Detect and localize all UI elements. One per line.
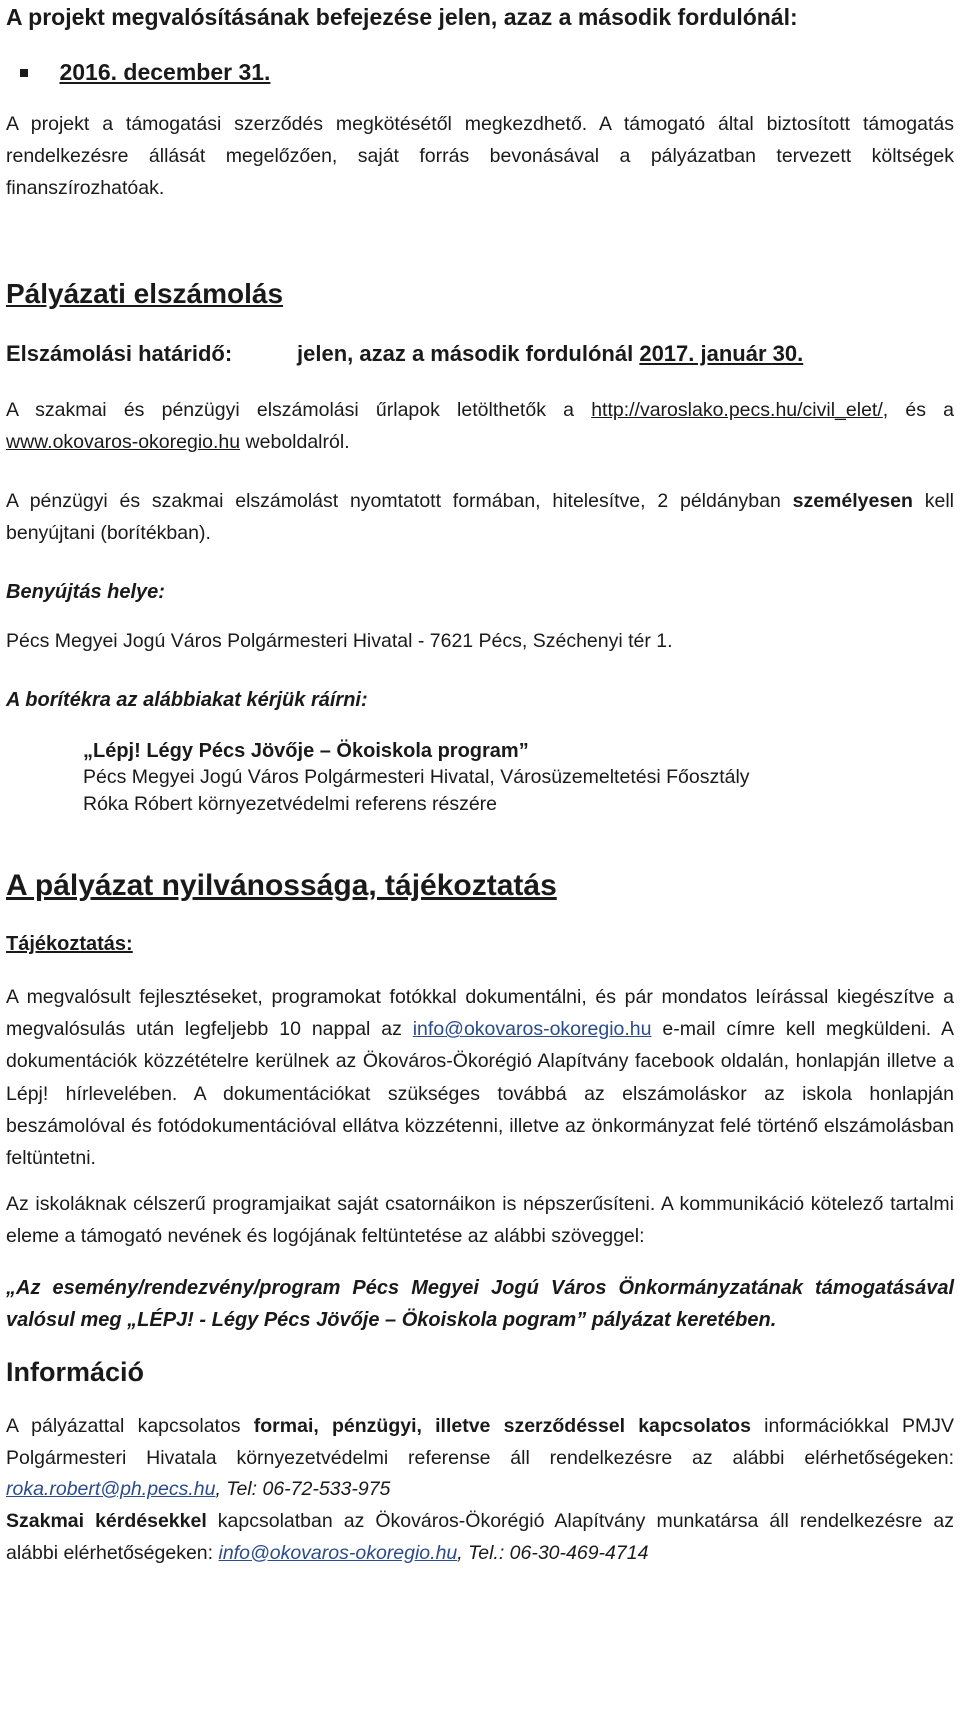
referent-email-link[interactable]: roka.robert@ph.pecs.hu <box>6 1478 216 1500</box>
referent-phone: , Tel: 06-72-533-975 <box>215 1478 391 1500</box>
completion-date: 2016. december 31. <box>59 59 271 85</box>
envelope-line-program: „Lépj! Légy Pécs Jövője – Ökoiskola program” <box>83 740 529 762</box>
deadline-label: Elszámolási határidő: <box>6 341 233 366</box>
submission-place-label: Benyújtás helye: <box>6 581 165 603</box>
deadline-date: 2017. január 30. <box>639 341 804 366</box>
okovaros-website-link[interactable]: www.okovaros-okoregio.hu <box>6 431 241 453</box>
publicity-title: A pályázat nyilvánossága, tájékoztatás <box>6 869 557 902</box>
envelope-line-recipient: Róka Róbert környezetvédelmi referens részére <box>83 793 498 815</box>
mandatory-quote: „Az esemény/rendezvény/program Pécs Megyei Jogú Város Önkormányzatának támogatásával valósul meg „LÉPJ! - Légy Pécs Jövője – Ökoiskola pogram” pályázat keretében. <box>6 1277 954 1331</box>
settlement-title: Pályázati elszámolás <box>6 278 284 309</box>
info-paragraph-1: A pályázattal kapcsolatos formai, pénzügyi, illetve szerződéssel kapcsolatos információkkal PMJV Polgármesteri Hivatala környezetvédelmi referense áll rendelkezésre az alábbi elérhetőségeken: roka.robert@ph.pecs.hu, Tel: 06-72-533-975 <box>6 1415 954 1500</box>
envelope-line-office: Pécs Megyei Jogú Város Polgármesteri Hivatal, Városüzemeltetési Főosztály <box>83 766 750 788</box>
deadline-text: jelen, azaz a második fordulónál <box>297 341 634 366</box>
varoslako-link[interactable]: http://varoslako.pecs.hu/civil_elet/ <box>591 399 883 421</box>
submission-place-text: Pécs Megyei Jogú Város Polgármesteri Hivatal - 7621 Pécs, Széchenyi tér 1. <box>6 630 673 652</box>
publicity-paragraph-2: Az iskoláknak célszerű programjaikat saját csatornáikon is népszerűsíteni. A kommunikáció kötelező tartalmi eleme a támogató nevének és logójának feltüntetése az alábbi szöveggel: <box>6 1193 954 1247</box>
submission-paragraph: A pénzügyi és szakmai elszámolást nyomtatott formában, hitelesítve, 2 példányban személyesen kell benyújtani (borítékban). <box>6 490 954 544</box>
deadline-line <box>6 338 954 370</box>
bullet-square-icon <box>20 69 28 77</box>
completion-date-item <box>20 57 954 87</box>
envelope-address <box>83 738 954 818</box>
information-label: Tájékoztatás: <box>6 933 133 955</box>
info-title: Információ <box>6 1357 145 1387</box>
info-paragraph-2: Szakmai kérdésekkel kapcsolatban az Ökováros-Ökorégió Alapítvány munkatársa áll rendelkezésre az alábbi elérhetőségeken: info@okovaros-okoregio.hu, Tel.: 06-30-469-4714 <box>6 1510 954 1564</box>
foundation-phone: , Tel.: 06-30-469-4714 <box>457 1541 649 1564</box>
envelope-label: A borítékra az alábbiakat kérjük ráírni: <box>6 689 368 711</box>
forms-paragraph: A szakmai és pénzügyi elszámolási űrlapok letölthetők a http://varoslako.pecs.hu/civil_elet/, és a www.okovaros-okoregio.hu weboldalról. <box>6 399 954 453</box>
publicity-paragraph-1: A megvalósult fejlesztéseket, programokat fotókkal dokumentálni, és pár mondatos leírással kiegészítve a megvalósulás után legfeljebb 10 nappal az info@okovaros-okoregio.hu e-mail címre kell megküldeni. A dokumentációk közzétételre kerülnek az Ökováros-Ökorégió Alapítvány facebook oldalán, honlapján illetve a Lépj! hírlevelében. A dokumentációkat szükséges továbbá az elszámoláskor az iskola honlapján beszámolóval és fotódokumentációval ellátva közzétenni, illetve az önkormányzat felé történő elszámolásban feltüntetni. <box>6 986 954 1170</box>
info-email-link[interactable]: info@okovaros-okoregio.hu <box>412 1018 652 1041</box>
completion-heading: A projekt megvalósításának befejezése jelen, azaz a második fordulónál: <box>6 4 798 30</box>
foundation-email-link[interactable]: info@okovaros-okoregio.hu <box>218 1541 458 1564</box>
completion-body: A projekt a támogatási szerződés megkötésétől megkezdhető. A támogató által biztosított támogatás rendelkezésre állását megelőzően, saját forrás bevonásával a pályázatban tervezett költségek finanszírozhatóak. <box>6 113 954 199</box>
